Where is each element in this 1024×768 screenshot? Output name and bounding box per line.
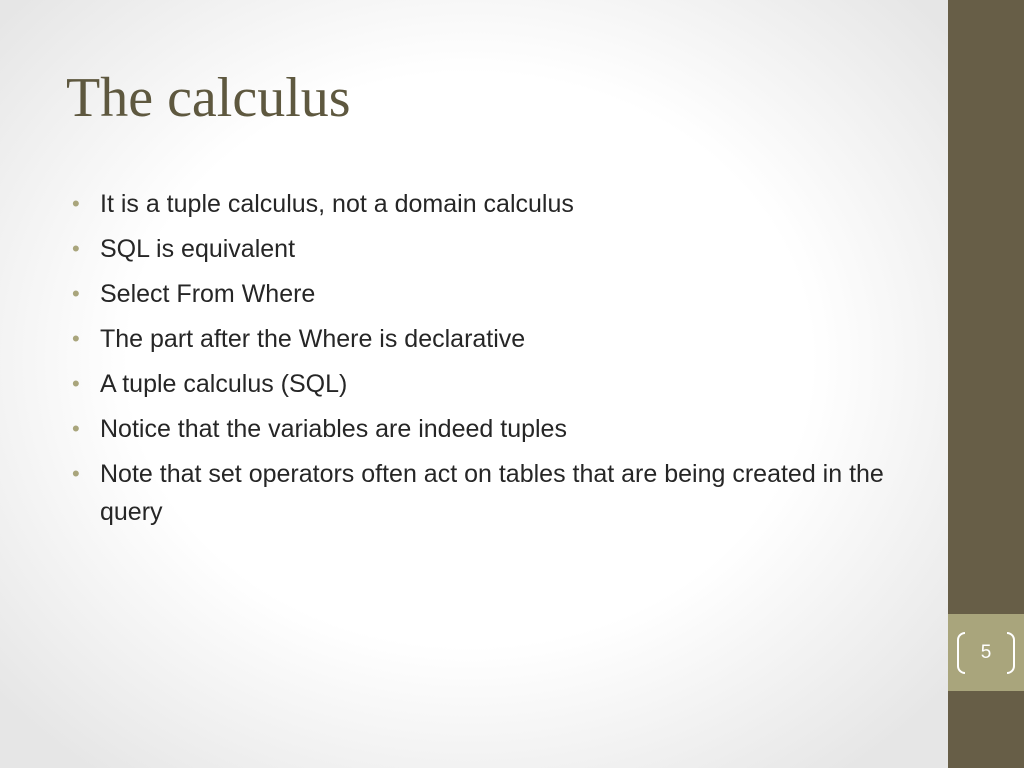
list-item (72, 185, 892, 223)
list-item (72, 410, 892, 448)
bullet-icon: • (72, 326, 80, 351)
bullet-text: SQL is equivalent (100, 235, 296, 263)
list-item (72, 275, 892, 313)
bullet-icon: • (72, 371, 80, 396)
bullet-icon: • (72, 281, 80, 306)
bullet-text: Note that set operators often act on tables that are being created in the query (100, 460, 884, 526)
bullet-text: It is a tuple calculus, not a domain calculus (100, 190, 574, 218)
bullet-text: The part after the Where is declarative (100, 325, 526, 353)
bullet-text: A tuple calculus (SQL) (100, 370, 348, 398)
bullet-text: Notice that the variables are indeed tuples (100, 415, 567, 443)
bullet-icon: • (72, 236, 80, 261)
list-item (72, 230, 892, 268)
list-item (72, 320, 892, 358)
bullet-text: Select From Where (100, 280, 316, 308)
list-item (72, 365, 892, 403)
page-number-box (948, 614, 1024, 691)
bullet-icon: • (72, 191, 80, 216)
list-item (72, 455, 892, 531)
bullet-list (72, 185, 892, 538)
bullet-icon: • (72, 416, 80, 441)
page-number: 5 (980, 642, 992, 663)
bullet-icon: • (72, 461, 80, 486)
right-bracket-icon (1007, 632, 1015, 674)
slide-title: The calculus (66, 67, 351, 129)
